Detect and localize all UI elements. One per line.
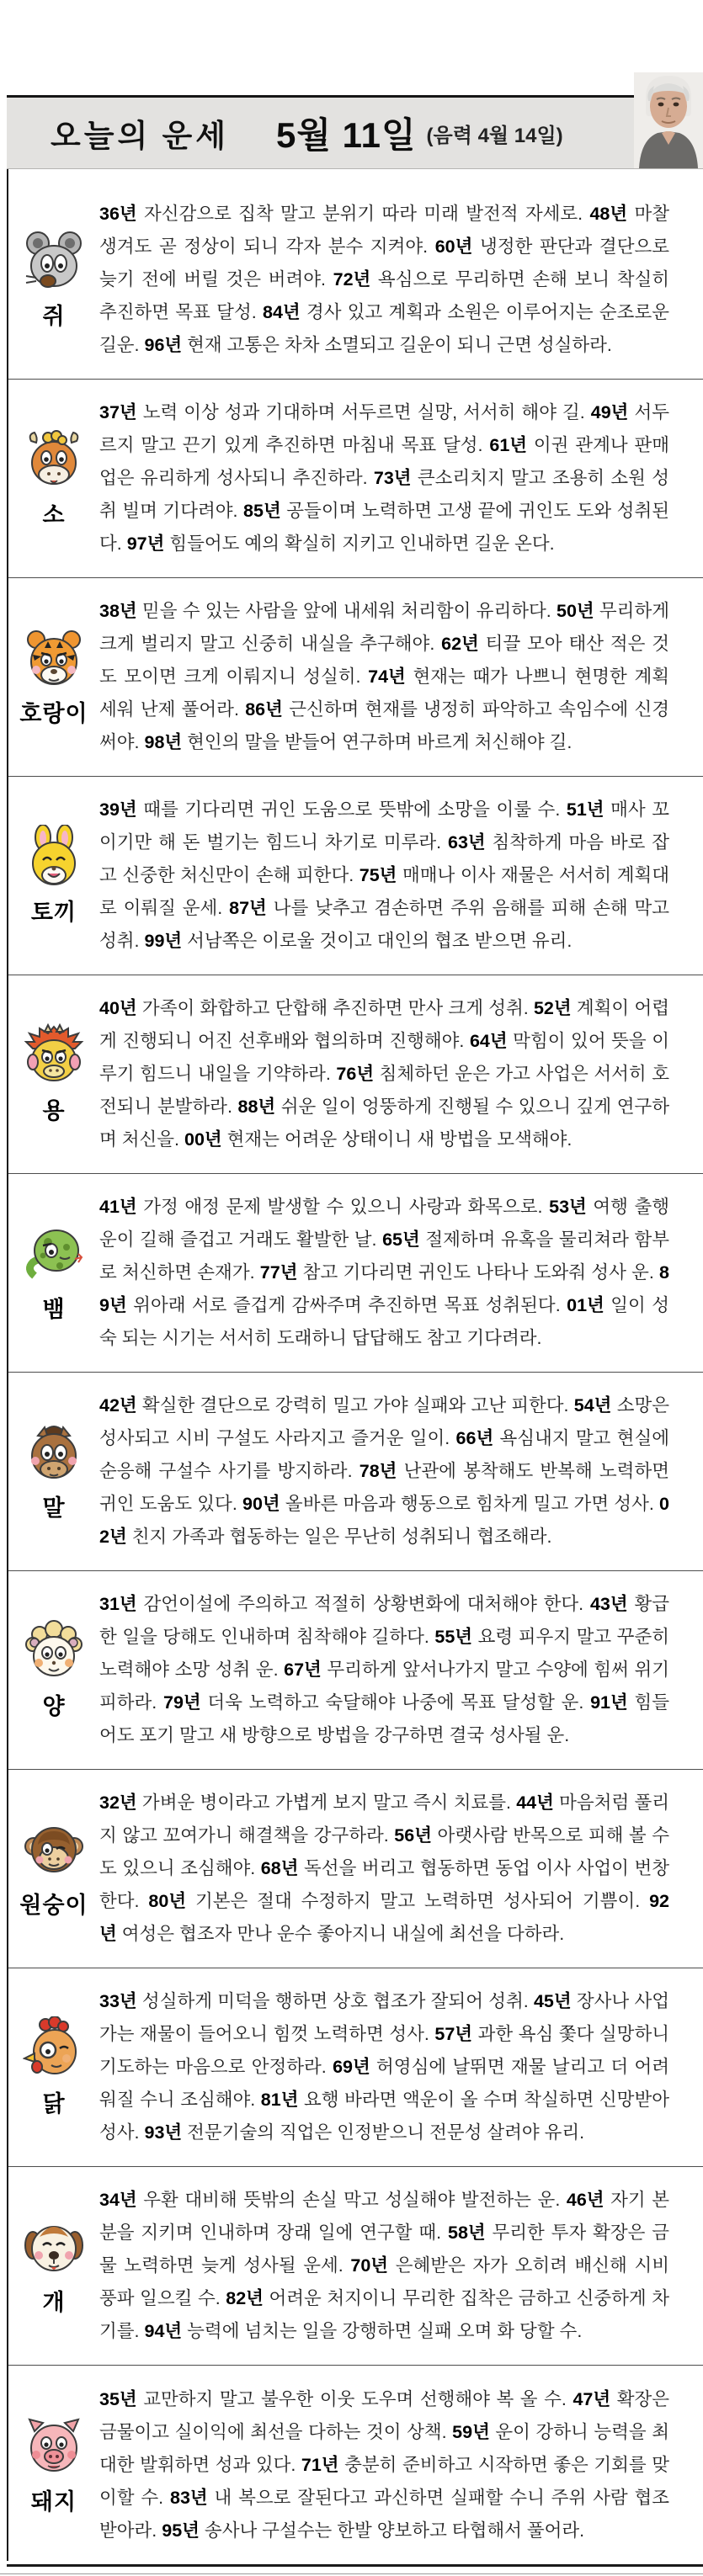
animal-name: 말 [42,1495,66,1521]
animal-column [8,229,99,331]
fortune-section-rooster [8,1968,703,2167]
pig-icon [23,2414,85,2477]
sheep-icon [23,1619,85,1681]
animal-name: 뱀 [42,1297,66,1322]
fortune-text: 34년 우환 대비해 뜻밖의 손실 막고 성실해야 발전하는 운. 46년 자기 본분을 지키며 인내하며 장래 일에 연구할 때. 58년 무리한 투자 확장은 금물 노력하면 늦게 성사될 운세. 70년 은혜받은 자가 오히려 배신해 시비 풍파 일으킬 수. 82년 어려운 처지이니 무리한 집착은 금하고 신중하게 차기를. 94년 능력에 넘치는 일을 강행하면 실패 오며 화 당할 수. [99,2190,669,2341]
rooster-icon [23,2016,85,2079]
fortune-text: 38년 믿을 수 있는 사람을 앞에 내세워 처리함이 유리하다. 50년 무리하게 크게 벌리지 말고 신중히 내실을 추구해야. 62년 티끌 모아 태산 적은 것도 모이면 크게 이뤄지니 성실히. 74년 현재는 때가 나쁘니 현명한 계획 세워 난제 풀어라. 86년 근신하며 현재를 냉정히 파악하고 속임수에 신경 써야. 98년 현인의 말을 받들어 연구하며 바르게 처신해야 길. [99,601,669,752]
animal-column [8,2414,99,2516]
dog-icon [23,2215,85,2277]
animal-name: 개 [42,2290,66,2315]
lunar-date-label: (음력 4월 14일) [426,124,563,147]
fortune-section-dragon [8,975,703,1174]
fortune-text: 39년 때를 기다리면 귀인 도움으로 뜻밖에 소망을 이룰 수. 51년 매사 꼬이기만 해 돈 벌기는 힘드니 차기로 미루라. 63년 침착하게 마음 바로 잡고 신중한 처신만이 손해 피한다. 75년 매매나 이사 재물은 서서히 계획대로 이뤄질 운세. 87년 나를 낮추고 겸손하면 주위 음해를 피해 손해 막고 성취. 99년 서남쪽은 이로울 것이고 대인의 협조 받으면 유리. [99,799,670,951]
monkey-icon [23,1818,85,1880]
fortune-section-tiger [8,578,703,777]
fortune-text: 42년 확실한 결단으로 강력히 밀고 가야 실패와 고난 피한다. 54년 소망은 성사되고 시비 구설도 사라지고 즐거운 일이. 66년 욕심내지 말고 현실에 순응해 구설수 사기를 방지하라. 78년 난관에 봉착해도 반복해 노력하면 귀인 도움도 있다. 90년 올바른 마음과 행동으로 힘차게 밀고 가면 성사. 02년 친지 가족과 협동하는 일은 무난히 성취되니 협조해라. [99,1395,670,1547]
animal-name: 돼지 [30,2488,77,2515]
fortune-sections [8,181,703,2564]
bottom-rule-thin [0,2573,703,2574]
fortune-text: 36년 자신감으로 집착 말고 분위기 따라 미래 발전적 자세로. 48년 마찰 생겨도 곧 정상이 되니 각자 분수 지켜야. 60년 냉정한 판단과 결단으로 늦기 전에 버릴 것은 버려야. 72년 욕심으로 무리하면 손해 보니 착실히 추진하면 목표 달성. 84년 경사 있고 계획과 소원은 이루어지는 순조로운 길운. 96년 현재 고통은 차차 소멸되고 길운이 되니 근면 성실하라. [99,204,669,355]
ox-icon [23,428,85,490]
animal-name: 닭 [42,2091,66,2117]
animal-column [8,626,99,728]
animal-name: 쥐 [42,304,66,329]
fortune-section-ox [8,380,703,578]
animal-column [8,1222,99,1324]
animal-name: 원숭이 [19,1893,88,1918]
fortune-teller-photo [634,72,703,168]
left-border-rule [7,95,8,2561]
animal-name: 토끼 [30,900,77,925]
fortune-text: 35년 교만하지 말고 불우한 이웃 도우며 선행해야 복 올 수. 47년 확장은 금물이고 실이익에 최선을 다하는 것이 상책. 59년 운이 강하니 능력을 최대한 발휘하면 성과 있다. 71년 충분히 준비하고 시작하면 좋은 기회를 맞이할 수. 83년 내 복으로 잘된다고 과신하면 실패할 수니 주위 사람 협조받아라. 95년 송사나 구설수는 한발 양보하고 타협해서 풀어라. [99,2388,670,2541]
top-spacer [0,0,703,95]
rabbit-icon [23,825,85,887]
dragon-icon [23,1023,85,1086]
fortune-section-monkey [8,1770,703,1968]
animal-column [8,2215,99,2317]
animal-column [8,2016,99,2118]
page-title: 오늘의 운세 [51,120,229,154]
fortune-section-pig [8,2366,703,2564]
fortune-section-dog [8,2167,703,2366]
animal-column [8,1421,99,1522]
horse-icon [23,1421,85,1483]
fortune-text: 33년 성실하게 미덕을 행하면 상호 협조가 잘되어 성취. 45년 장사나 사업가는 재물이 들어오니 힘껏 노력하면 성사. 57년 과한 욕심 쫓다 실망하니 기도하는 마음으로 안정하라. 69년 허영심에 날뛰면 재물 날리고 더 어려워질 수니 조심해야. 81년 요행 바라면 액운이 올 수며 착실하면 신망받아 성사. 93년 전문기술의 직업은 인정받으니 전문성 살려야 유리. [99,1991,669,2143]
animal-name: 호랑이 [19,701,88,726]
fortune-text: 40년 가족이 화합하고 단합해 추진하면 만사 크게 성취. 52년 계획이 어렵게 진행되니 어진 선후배와 협의하며 진행해야. 64년 막힘이 있어 뜻을 이루기 힘드니 내일을 기약하라. 76년 침체하던 운은 가고 사업은 서서히 호전되니 분발하라. 88년 쉬운 일이 엉뚱하게 진행될 수 있으니 깊게 연구하며 처신을. 00년 현재는 어려운 상태이니 새 방법을 모색해야. [99,998,670,1150]
header [7,95,703,169]
animal-column [8,428,99,529]
fortune-section-rabbit [8,777,703,975]
fortune-text: 31년 감언이설에 주의하고 적절히 상황변화에 대처해야 한다. 43년 황급한 일을 당해도 인내하며 침착해야 길하다. 55년 요령 피우지 말고 꾸준히 노력해야 소망 성취 운. 67년 무리하게 앞서나가지 말고 수양에 힘써 위기 피하라. 79년 더욱 노력하고 숙달해야 나중에 목표 달성할 운. 91년 힘들어도 포기 말고 새 방향으로 방법을 강구하면 결국 성사될 운. [99,1594,670,1745]
tiger-icon [23,626,85,688]
animal-name: 용 [42,1098,66,1123]
rat-icon [23,229,85,291]
header-bar [7,98,703,169]
bottom-rule-heavy [7,2564,703,2567]
animal-column [8,1023,99,1125]
animal-column [8,1818,99,1920]
animal-name: 양 [42,1694,66,1719]
fortune-section-horse [8,1373,703,1571]
fortune-section-sheep [8,1571,703,1770]
date-label: 5월 11일 [275,115,417,155]
fortune-text: 37년 노력 이상 성과 기대하며 서두르면 실망, 서서히 해야 길. 49년 서두르지 말고 끈기 있게 추진하면 마침내 목표 달성. 61년 이권 관계나 판매업은 유리하게 성사되니 추진하라. 73년 큰소리치지 말고 조용히 소원 성취 빌며 기다려야. 85년 공들이며 노력하면 고생 끝에 귀인도 도와 성취된다. 97년 힘들어도 예의 확실히 지키고 인내하면 길운 온다. [99,402,669,554]
animal-column [8,825,99,927]
fortune-text: 32년 가벼운 병이라고 가볍게 보지 말고 즉시 치료를. 44년 마음처럼 풀리지 않고 꼬여가니 해결책을 강구하라. 56년 아랫사람 반목으로 피해 볼 수도 있으니 조심해야. 68년 독선을 버리고 협동하면 동업 이사 사업이 번창한다. 80년 기본은 절대 수정하지 말고 노력하면 성사되어 기쁨이. 92년 여성은 협조자 만나 운수 좋아지니 내실에 최선을 다하라. [99,1793,670,1944]
fortune-text: 41년 가정 애정 문제 발생할 수 있으니 사랑과 화목으로. 53년 여행 출행 운이 길해 즐겁고 거래도 활발한 날. 65년 절제하며 유혹을 물리쳐라 함부로 처신하면 손재가. 77년 참고 기다리면 귀인도 나타나 도와줘 성사 운. 89년 위아래 서로 즐겁게 감싸주며 추진하면 목표 성취된다. 01년 일이 성숙 되는 시기는 서서히 도래하니 답답해도 참고 기다려라. [99,1197,669,1348]
animal-column [8,1619,99,1721]
snake-icon [23,1222,85,1284]
animal-name: 소 [42,502,66,528]
fortune-section-rat [8,181,703,380]
fortune-section-snake [8,1174,703,1373]
